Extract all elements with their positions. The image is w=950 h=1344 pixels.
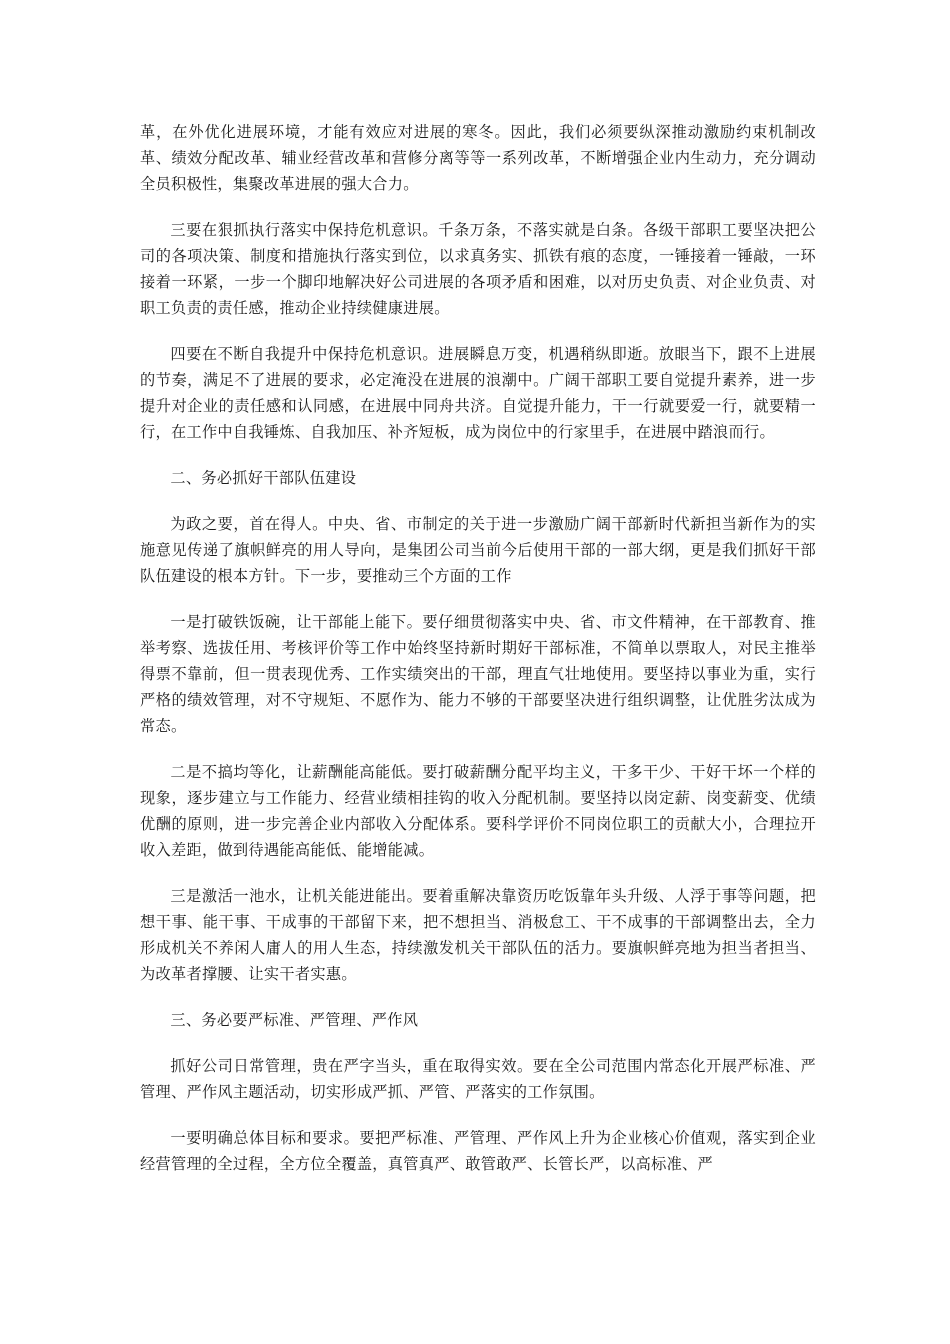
paragraph-fourth-requirement: 四要在不断自我提升中保持危机意识。进展瞬息万变，机遇稍纵即逝。放眼当下，跟不上进展的节奏，满足不了进展的要求，必定淹没在进展的浪潮中。广阔干部职工要自觉提升素养，进一步提升对企业的责任感和认同感，在进展中同舟共济。自觉提升能力，干一行就要爱一行，就要精一行，在工作中自我锤炼、自我加压、补齐短板，成为岗位中的行家里手，在进展中踏浪而行。 — [140, 345, 816, 441]
paragraph-iron-bowl: 一是打破铁饭碗，让干部能上能下。要仔细贯彻落实中央、省、市文件精神，在干部教育、推举考察、选拔任用、考核评价等工作中始终坚持新时期好干部标准，不简单以票取人，对民主推举得票不靠前，但一贯表现优秀、工作实绩突出的干部，理直气壮地使用。要坚持以事业为重，实行严格的绩效管理，对不守规矩、不愿作为、能力不够的干部要坚决进行组织调整，让优胜劣汰成为常态。 — [140, 613, 816, 735]
paragraph-daily-management: 抓好公司日常管理，贵在严字当头，重在取得实效。要在全公司范围内常态化开展严标准、严管理、严作风主题活动，切实形成严抓、严管、严落实的工作氛围。 — [140, 1057, 816, 1101]
paragraph-third-requirement: 三要在狠抓执行落实中保持危机意识。千条万条，不落实就是白条。各级干部职工要坚决把公司的各项决策、制度和措施执行落实到位，以求真务实、抓铁有痕的态度，一锤接着一锤敲，一环接着一环紧，一步一个脚印地解决好公司进展的各项矛盾和困难，以对历史负责、对企业负责、对职工负责的责任感，推动企业持续健康进展。 — [140, 221, 816, 317]
paragraph-cadre-intro: 为政之要，首在得人。中央、省、市制定的关于进一步激励广阔干部新时代新担当新作为的实施意见传递了旗帜鲜亮的用人导向，是集团公司当前今后使用干部的一部大纲，更是我们抓好干部队伍建设的根本方针。下一步，要推动三个方面的工作 — [140, 515, 816, 585]
section-heading-cadre-team: 二、务必抓好干部队伍建设 — [170, 469, 357, 487]
paragraph-overall-goal: 一要明确总体目标和要求。要把严标准、严管理、严作风上升为企业核心价值观，落实到企业经营管理的全过程，全方位全覆盖，真管真严、敢管敢严、长管长严，以高标准、严 — [140, 1129, 816, 1173]
document-body — [140, 119, 816, 1177]
paragraph-reform-continuation: 革，在外优化进展环境，才能有效应对进展的寒冬。因此，我们必须要纵深推动激励约束机制改革、绩效分配改革、辅业经营改革和营修分离等等一系列改革，不断增强企业内生动力，充分调动全员积极性，集聚改革进展的强大合力。 — [140, 123, 816, 193]
section-heading-strict-standards: 三、务必要严标准、严管理、严作风 — [170, 1011, 419, 1029]
paragraph-organ-mobility: 三是激活一池水，让机关能进能出。要着重解决靠资历吃饭靠年头升级、人浮于事等问题，把想干事、能干事、干成事的干部留下来，把不想担当、消极怠工、干不成事的干部调整出去，全力形成机关不养闲人庸人的用人生态，持续激发机关干部队伍的活力。要旗帜鲜亮地为担当者担当、为改革者撑腰、让实干者实惠。 — [140, 887, 816, 983]
paragraph-salary: 二是不搞均等化，让薪酬能高能低。要打破薪酬分配平均主义，干多干少、干好干坏一个样的现象，逐步建立与工作能力、经营业绩相挂钩的收入分配机制。要坚持以岗定薪、岗变薪变、优绩优酬的原则，进一步完善企业内部收入分配体系。要科学评价不同岗位职工的贡献大小，合理拉开收入差距，做到待遇能高能低、能增能减。 — [140, 763, 816, 859]
